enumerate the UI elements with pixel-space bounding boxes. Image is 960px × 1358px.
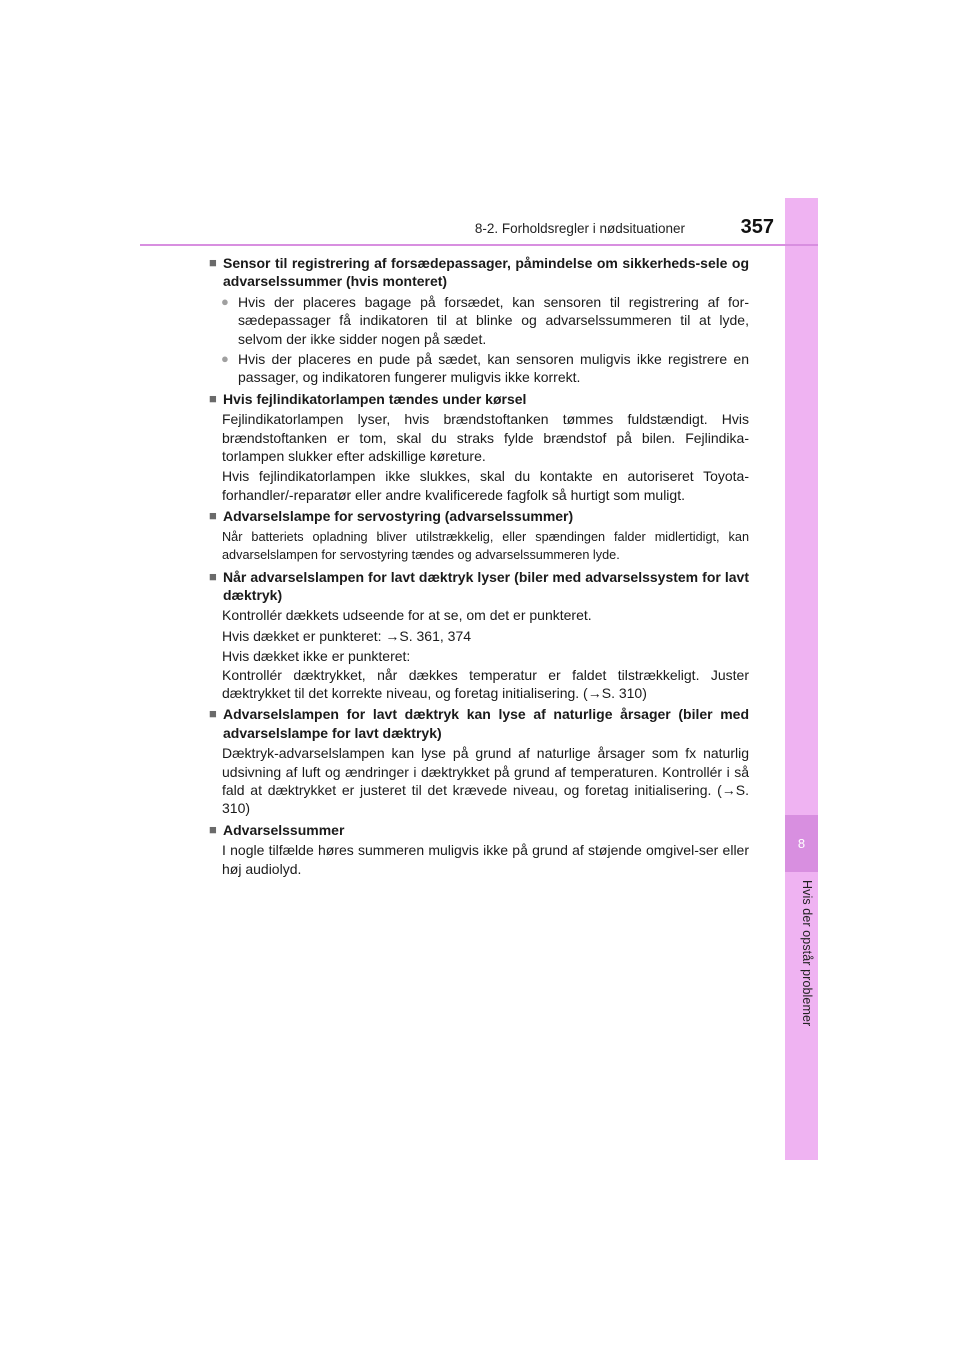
page-reference: S. 310) (601, 684, 647, 701)
section-heading: ■ Når advarselslampen for lavt dæktryk lyser (biler med advarselssystem for lavt dæktryk) (209, 568, 749, 603)
bullet-item: ● Hvis der placeres bagage på forsædet, kan sensoren til registrering af for-sædepassager få indikatoren til at blinke og advarselssummeren til at lyde, selvom der ikke sidder nogen på sædet. (209, 293, 749, 348)
arrow-icon: → (721, 781, 736, 798)
section-heading: ■ Advarselssummer (209, 821, 345, 838)
circle-bullet-icon: ● (221, 293, 229, 309)
square-bullet-icon: ■ (209, 568, 217, 584)
section-power-steering (209, 507, 749, 564)
paragraph: Når batteriets opladning bliver utilstrækkelig, eller spændingen falder midlertidigt, kan advarselslampen for servostyring tændes og advarselssummeren lyde. (222, 529, 749, 563)
square-bullet-icon: ■ (209, 706, 217, 722)
paragraph: Fejlindikatorlampen lyser, hvis brændstoftanken tømmes fuldstændigt. Hvis brændstoftanken er tom, skal du straks fylde brændstof på bilen. Fejlindika-torlampen slukker efter adskillige køreture. (222, 411, 749, 465)
page-reference: S. 310) (222, 781, 749, 817)
bullet-item: ● Hvis der placeres en pude på sædet, kan sensoren muligvis ikke registrere en passager, og indikatoren fungerer muligvis ikke korrekt. (209, 350, 749, 387)
paragraph: I nogle tilfælde høres summeren muligvis ikke på grund af støjende omgivel-ser eller høj audiolyd. (222, 842, 749, 877)
section-seat-sensor (209, 254, 749, 387)
paragraph: Hvis dækket er punkteret: →S. 361, 374 (222, 627, 472, 644)
square-bullet-icon: ■ (209, 255, 217, 270)
circle-bullet-icon: ● (221, 351, 229, 367)
arrow-icon: → (587, 684, 602, 701)
section-heading: ■ Hvis fejlindikatorlampen tændes under kørsel (209, 390, 527, 407)
page-reference: S. 361, 374 (399, 627, 472, 644)
chapter-title: Hvis der opstår problemer (800, 880, 814, 1027)
section-heading: ■ Sensor til registrering af forsædepassager, påmindelse om sikkerheds-sele og advarselssummer (hvis monteret) (209, 255, 749, 290)
section-natural-causes (209, 705, 749, 817)
section-title: 8-2. Forholdsregler i nødsituationer (474, 221, 685, 236)
arrow-icon: → (385, 627, 400, 644)
square-bullet-icon: ■ (209, 508, 217, 524)
paragraph: Kontrollér dækkets udseende for at se, om det er punkteret. (222, 607, 592, 624)
page-content (209, 254, 749, 881)
section-warning-buzzer (209, 821, 749, 878)
chapter-number-tab (785, 815, 818, 872)
square-bullet-icon: ■ (209, 390, 217, 406)
square-bullet-icon: ■ (209, 821, 217, 837)
paragraph: Hvis fejlindikatorlampen ikke slukkes, skal du kontakte en autoriseret Toyota-forhandler/-reparatør eller andre kvalificerede fagfolk så hurtigt som muligt. (222, 468, 749, 503)
section-heading: ■ Advarselslampe for servostyring (advarselssummer) (209, 508, 574, 525)
paragraph: Dæktryk-advarselslampen kan lyse på grund af naturlige årsager som fx naturlig udsivning af luft og ændringer i dæktrykket på grund af temperaturen. Kontrollér i så fald at dæktrykket er justeret til det krævede niveau, og foretag initialisering. (→S. 310) (222, 745, 749, 817)
section-heading: ■ Advarselslampen for lavt dæktryk kan lyse af naturlige årsager (biler med advarselslampe for lavt dæktryk) (209, 706, 749, 741)
section-malfunction-lamp (209, 390, 749, 504)
page-number: 357 (740, 216, 774, 238)
paragraph: Hvis dækket ikke er punkteret: Kontrollér dæktrykket, når dækkes temperatur er faldet tilstrækkeligt. Juster dæktrykket til det korrekte niveau, og foretag initialisering. (→S. 310) (222, 648, 749, 701)
header-divider (140, 244, 818, 246)
section-tire-pressure-lamp (209, 568, 749, 703)
chapter-number: 8 (797, 836, 806, 851)
